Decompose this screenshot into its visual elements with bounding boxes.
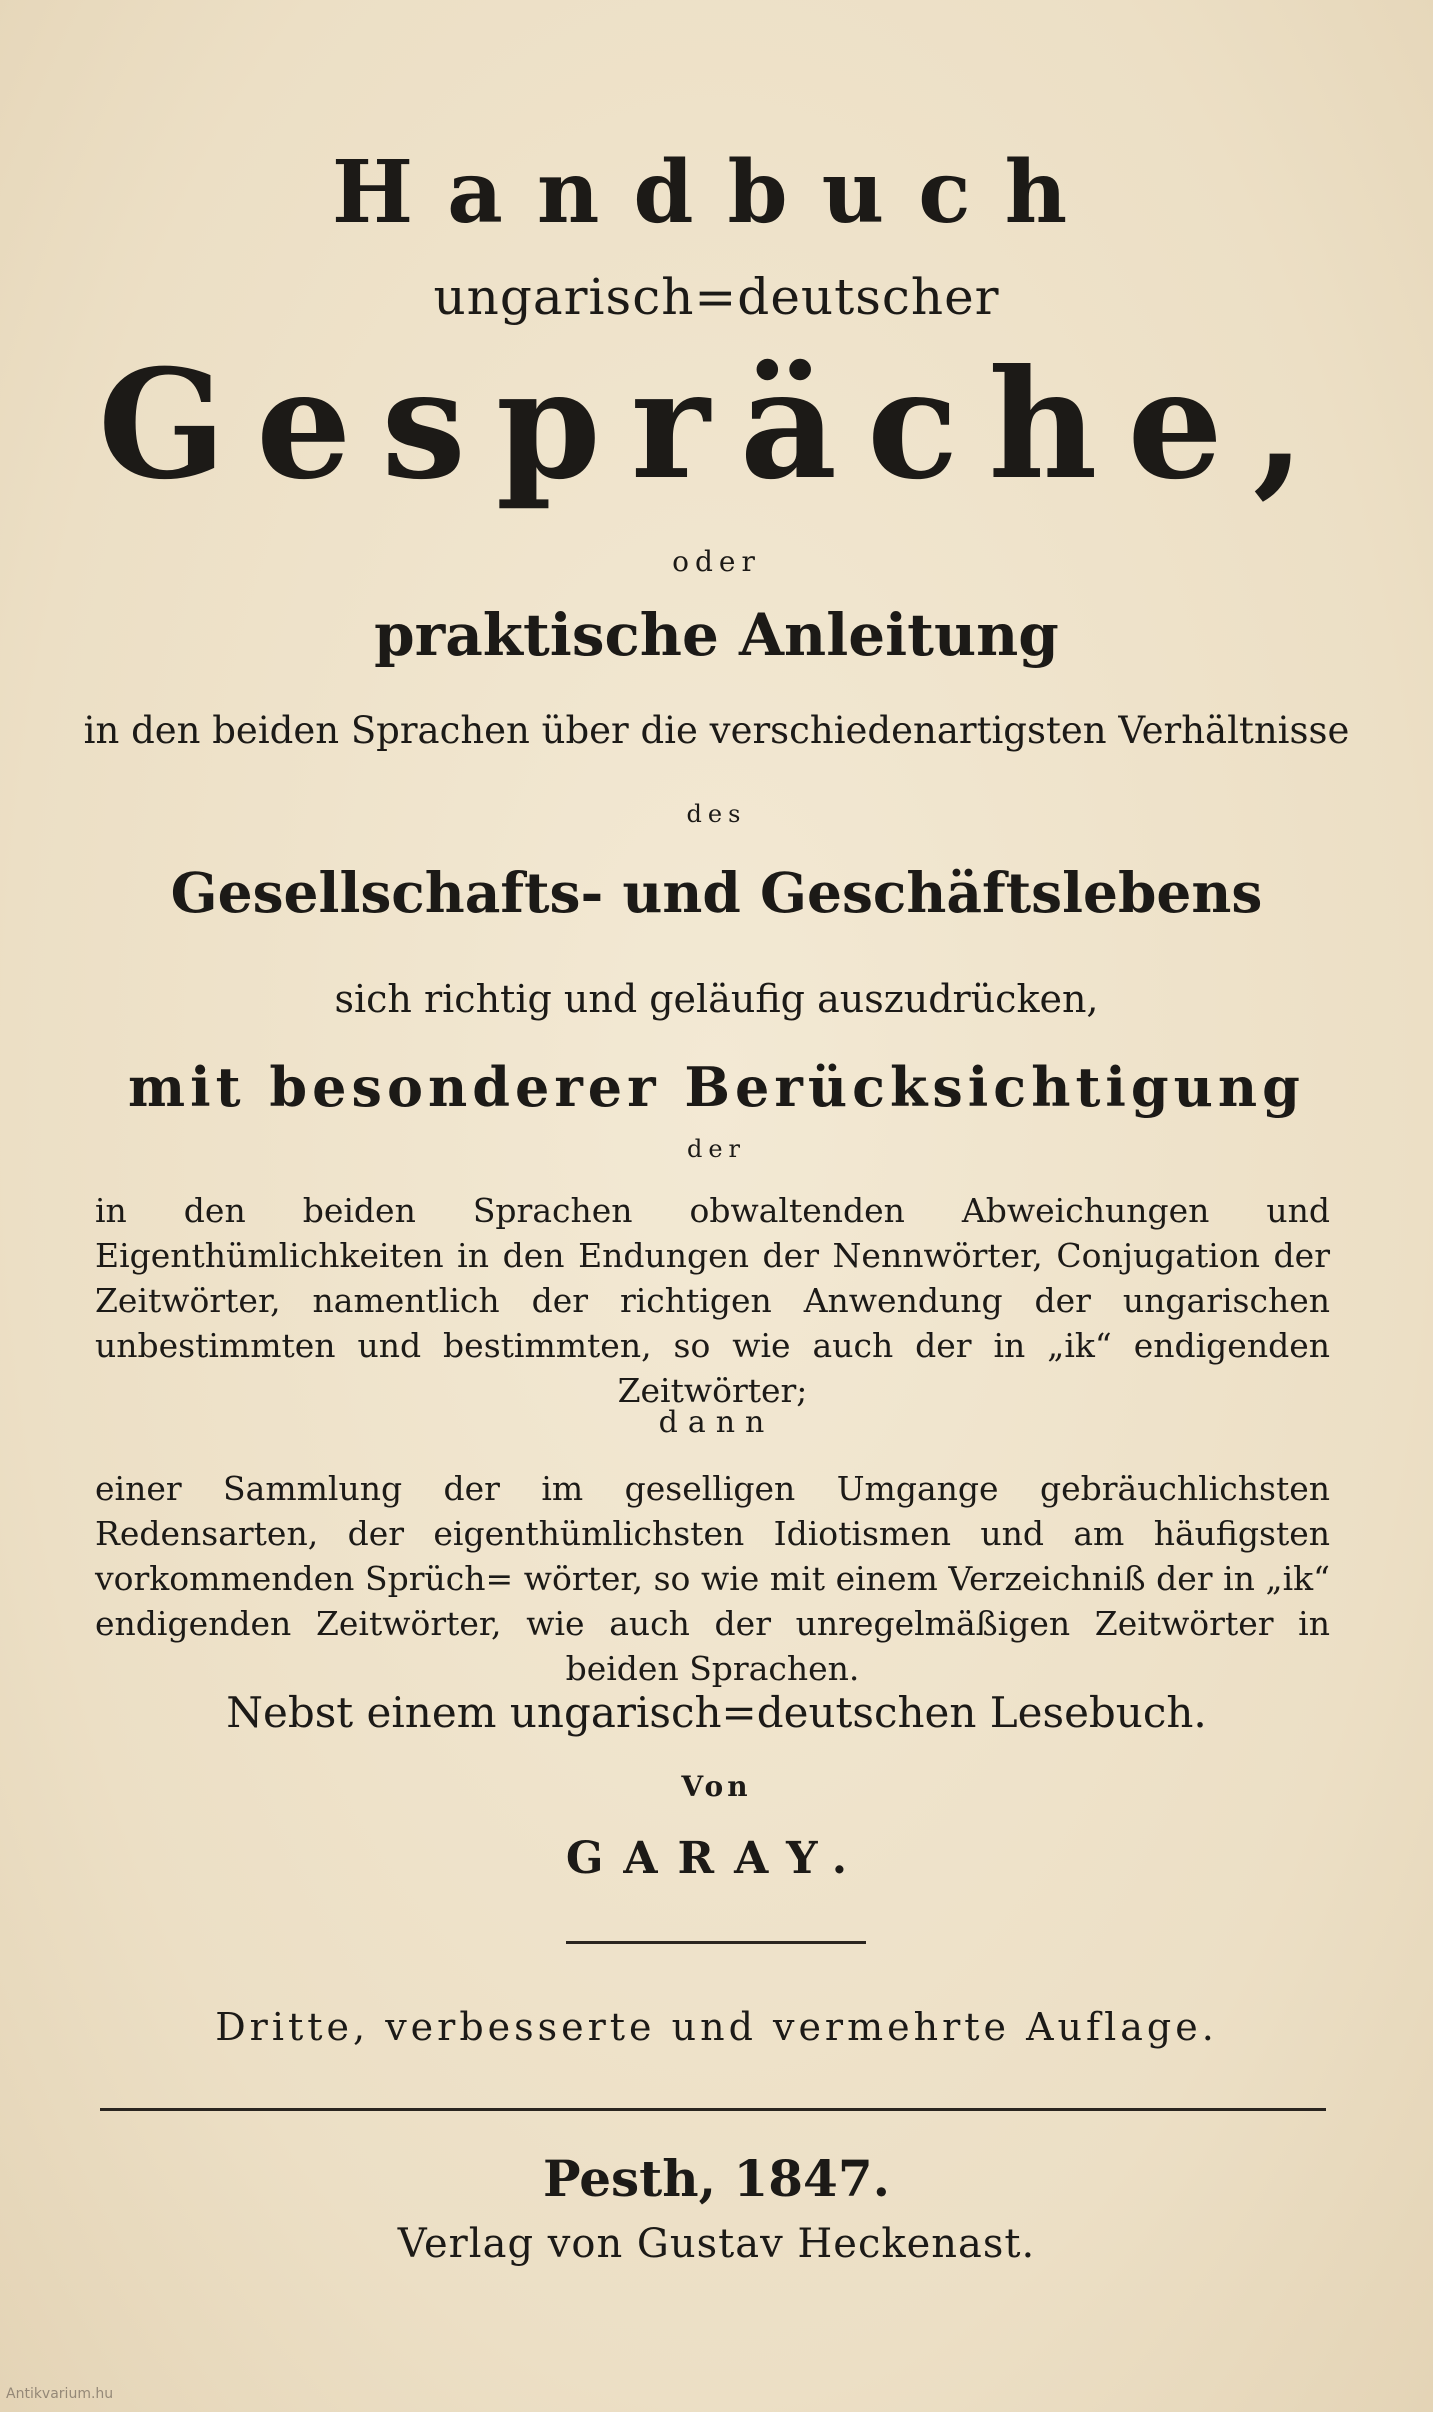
long-divider	[100, 2108, 1326, 2111]
short-divider	[566, 1941, 866, 1944]
line-gesellschaftslebens: Gesellschafts- und Geschäftslebens	[170, 860, 1263, 925]
line-mit-besonderer: mit besonderer Berücksichtigung	[128, 1055, 1305, 1119]
main-title-word: Gespräche,	[97, 337, 1336, 513]
connector-von: Von	[681, 1770, 752, 1803]
paragraph-sammlung: einer Sammlung der im geselligen Umgange gebräuchlichsten Redensarten, der eigenthümlichsten Idiotismen und am häufigsten vorkommenden Sprüch= wörter, so wie mit einem Verzeichniß der in „ik“ endigenden Zeitwörter, wie auch der unregelmäßigen Zeitwörter in beiden Sprachen.	[95, 1469, 1330, 1688]
subtitle-praktische-anleitung: praktische Anleitung	[374, 601, 1059, 669]
edition-statement: Dritte, verbesserte und vermehrte Auflage.	[215, 2005, 1218, 2049]
imprint-publisher: Verlag von Gustav Heckenast.	[397, 2221, 1036, 2267]
watermark: Antikvarium.hu	[6, 2386, 114, 2402]
connector-oder: oder	[672, 545, 761, 578]
connector-der: der	[686, 1135, 747, 1163]
book-title: Handbuch	[331, 142, 1102, 243]
imprint-place-year: Pesth, 1847.	[542, 2149, 891, 2208]
connector-des: des	[686, 800, 747, 828]
paragraph-abweichungen: in den beiden Sprachen obwaltenden Abweichungen und Eigenthümlichkeiten in den Endungen der Nennwörter, Conjugation der Zeitwörter, namentlich der richtigen Anwendung der ungarischen unbestimmten und bestimmten, so wie auch der in „ik“ endigenden Zeitwörter;	[95, 1191, 1330, 1410]
line-sich-richtig: sich richtig und geläufig auszudrücken,	[334, 977, 1099, 1021]
subtitle-ungarisch-deutscher: ungarisch=deutscher	[433, 268, 1000, 326]
connector-dann: dann	[658, 1405, 775, 1440]
author-name: GARAY.	[565, 1833, 868, 1884]
line-nebst-lesebuch: Nebst einem ungarisch=deutschen Lesebuch.	[226, 1688, 1207, 1737]
line-in-den-beiden: in den beiden Sprachen über die verschiedenartigsten Verhältnisse	[83, 709, 1350, 752]
